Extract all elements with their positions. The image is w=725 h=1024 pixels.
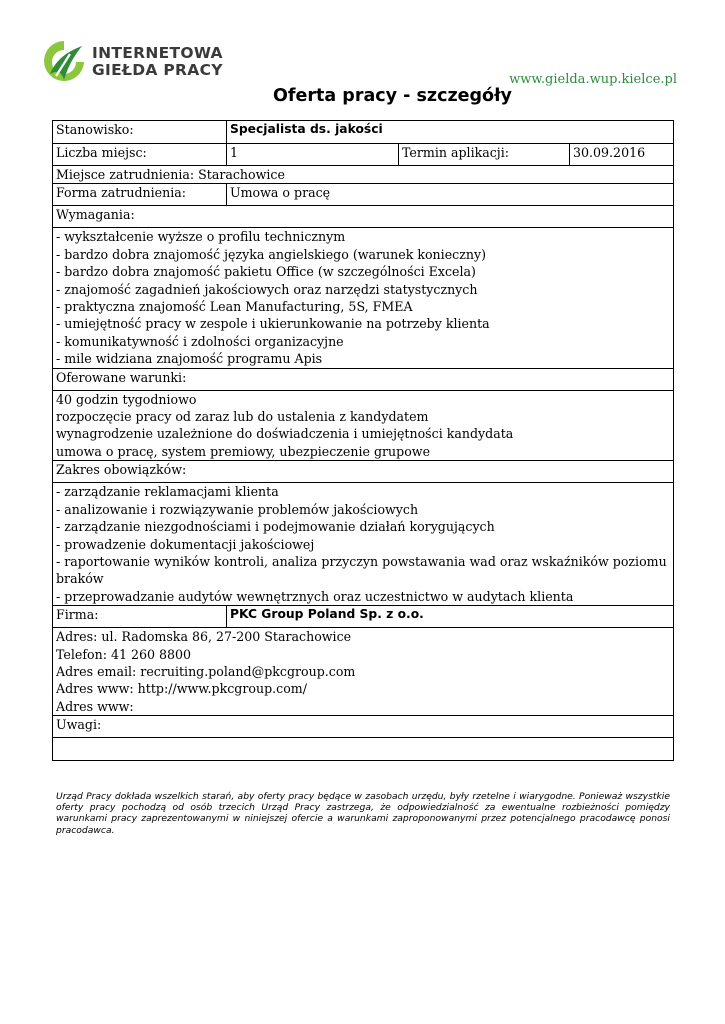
list-item: rozpoczęcie pracy od zaraz lub do ustalenia z kandydatem xyxy=(56,409,429,425)
list-item: - bardzo dobra znajomość pakietu Office (w szczególności Excela) xyxy=(56,264,476,280)
wymagania-label: Wymagania: xyxy=(53,206,674,228)
stanowisko-value: Specjalista ds. jakości xyxy=(227,121,674,144)
list-item: - znajomość zagadnień jakościowych oraz narzędzi statystycznych xyxy=(56,281,478,297)
adres: Adres: ul. Radomska 86, 27-200 Starachowice xyxy=(56,629,352,645)
uwagi-label: Uwagi: xyxy=(53,716,674,738)
list-item: wynagrodzenie uzależnione do doświadczenia i umiejętności kandydata xyxy=(56,426,514,442)
forma-zatrudnienia-label: Forma zatrudnienia: xyxy=(53,184,227,206)
logo-line-1: INTERNETOWA xyxy=(92,44,223,62)
list-item: 40 godzin tygodniowo xyxy=(56,391,197,407)
list-item: - analizowanie i rozwiązywanie problemów jakościowych xyxy=(56,501,419,517)
list-item: - umiejętność pracy w zespole i ukierunkowanie na potrzeby klienta xyxy=(56,316,490,332)
termin-aplikacji-value: 30.09.2016 xyxy=(570,144,674,166)
list-item: - wykształcenie wyższe o profilu technicznym xyxy=(56,229,346,245)
firma-value: PKC Group Poland Sp. z o.o. xyxy=(227,606,674,628)
list-item: - mile widziana znajomość programu Apis xyxy=(56,351,323,367)
disclaimer: Urząd Pracy dokłada wszelkich starań, aby oferty pracy będące w zasobach urzędu, były rzetelne i wiarygodne. Ponieważ wszystkie oferty pracy pochodzą od osób trzecich Urząd Pracy zastrzega, że odpowiedzialność za ewentualne rozbieżności pomiędzy warunkami pracy zaprezentowanymi w niniejszej ofercie a warunkami zaproponowanymi przez potencjalnego pracodawcę ponosi pracodawca. xyxy=(56,791,670,836)
wymagania-list xyxy=(53,228,674,368)
kontakt-block xyxy=(53,628,674,716)
adres-www[interactable]: Adres www: http://www.pkcgroup.com/ xyxy=(56,681,307,697)
list-item: - prowadzenie dokumentacji jakościowej xyxy=(56,536,315,552)
zakres-list xyxy=(53,483,674,606)
forma-zatrudnienia-value: Umowa o pracę xyxy=(227,184,674,206)
stanowisko-label: Stanowisko: xyxy=(53,121,227,144)
page-title: Oferta pracy - szczegóły xyxy=(273,86,512,106)
adres-email[interactable]: Adres email: recruiting.poland@pkcgroup.com xyxy=(56,663,356,679)
list-item: - zarządzanie niezgodnościami i podejmowanie działań korygujących xyxy=(56,519,495,535)
list-item: - komunikatywność i zdolności organizacyjne xyxy=(56,333,344,349)
list-item: - praktyczna znajomość Lean Manufacturing, 5S, FMEA xyxy=(56,299,413,315)
warunki-list xyxy=(53,390,674,461)
list-item: umowa o pracę, system premiowy, ubezpieczenie grupowe xyxy=(56,443,431,459)
zakres-label: Zakres obowiązków: xyxy=(53,461,674,483)
liczba-miejsc-value: 1 xyxy=(227,144,399,166)
adres-www-2: Adres www: xyxy=(56,698,134,714)
offer-table xyxy=(52,120,674,761)
uwagi-value xyxy=(53,738,674,761)
miejsce-zatrudnienia: Miejsce zatrudnienia: Starachowice xyxy=(53,166,674,184)
list-item: - bardzo dobra znajomość języka angielskiego (warunek konieczny) xyxy=(56,246,486,262)
warunki-label: Oferowane warunki: xyxy=(53,368,674,390)
list-item: - raportowanie wyników kontroli, analiza przyczyn powstawania wad oraz wskaźników poziomu braków xyxy=(56,553,667,587)
termin-aplikacji-label: Termin aplikacji: xyxy=(399,144,570,166)
telefon: Telefon: 41 260 8800 xyxy=(56,646,192,662)
list-item: - zarządzanie reklamacjami klienta xyxy=(56,484,279,500)
firma-label: Firma: xyxy=(53,606,227,628)
logo-line-2: GIEŁDA PRACY xyxy=(92,61,223,79)
site-url-link[interactable]: www.gielda.wup.kielce.pl xyxy=(509,72,677,87)
liczba-miejsc-label: Liczba miejsc: xyxy=(53,144,227,166)
list-item: - przeprowadzanie audytów wewnętrznych oraz uczestnictwo w audytach klienta xyxy=(56,588,574,604)
logo xyxy=(40,38,240,90)
logo-emblem-icon xyxy=(40,38,88,86)
